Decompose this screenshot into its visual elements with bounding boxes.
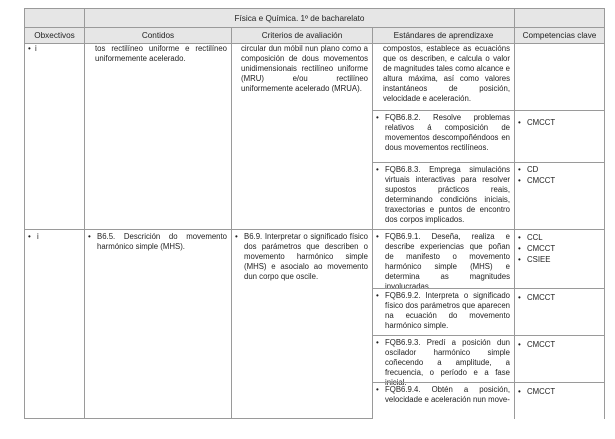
section2-criterion-cell xyxy=(231,229,373,419)
bullet-icon: • xyxy=(518,233,521,242)
header-competencies: Competencias clave xyxy=(514,27,605,44)
competency-code: CMCCT xyxy=(527,340,556,349)
section1-criterion-cell xyxy=(231,43,373,230)
competency-code: CMCCT xyxy=(527,118,556,127)
section1-standard-3 xyxy=(372,162,515,230)
section2-standard-4 xyxy=(372,382,515,419)
bullet-icon: • xyxy=(376,165,379,174)
bullet-icon: • xyxy=(518,293,521,302)
header-criteria: Criterios de avaliación xyxy=(231,27,373,44)
section1-standard-2 xyxy=(372,110,515,163)
section1-competency-1 xyxy=(514,43,605,111)
competency-code: CMCCT xyxy=(527,176,556,185)
standard-text: compostos, establece as ecuacións que os describen, e calcula o valor de magnitudes tales como alcance e altura máxima, así como valores instantáneos de posición, velocidade e aceleración. xyxy=(383,44,510,103)
header-standards: Estándares de aprendizaxe xyxy=(372,27,515,44)
bullet-icon: • xyxy=(235,232,238,241)
section2-content: B6.5. Descrición do movemento harmónico simple (MHS). xyxy=(97,232,227,251)
bullet-icon: • xyxy=(376,232,379,241)
section1-content-cell xyxy=(84,43,232,230)
competency-code: CSIEE xyxy=(527,255,551,264)
competency-code: CMCCT xyxy=(527,387,556,396)
section1-competency-3 xyxy=(514,162,605,230)
title-row-right-blank xyxy=(514,8,605,28)
bullet-icon: • xyxy=(518,176,521,185)
standard-text: FQB6.9.2. Interpreta o significado físico dos parámetros que aparecen na ecuación do movemento harmónico simple. xyxy=(385,291,510,330)
bullet-icon: • xyxy=(376,385,379,394)
bullet-icon: • xyxy=(28,44,31,53)
section1-standard-1 xyxy=(372,43,515,111)
competency-code: CD xyxy=(527,165,539,174)
section2-competency-4 xyxy=(514,382,605,419)
competency-code: CMCCT xyxy=(527,293,556,302)
bullet-icon: • xyxy=(88,232,91,241)
header-objectives: Obxectivos xyxy=(24,27,85,44)
standard-text: FQB6.9.3. Predí a posición dun oscilador harmónico simple coñecendo a amplitude, a frecuencia, o período e a fase inicial. xyxy=(385,338,510,387)
section2-standard-1 xyxy=(372,229,515,289)
standard-text: FQB6.8.2. Resolve problemas relativos á composición de movementos descompoñéndoos en dous movementos rectilíneos. xyxy=(385,113,510,152)
table-title: Física e Química. 1º de bacharelato xyxy=(84,8,515,28)
section2-objective-cell xyxy=(24,229,85,419)
section1-objective: i xyxy=(35,44,37,53)
section1-competency-2 xyxy=(514,110,605,163)
header-contents: Contidos xyxy=(84,27,232,44)
section1-content: tos rectilíneo uniforme e rectilíneo uniformemente acelerado. xyxy=(95,44,227,63)
section2-criterion: B6.9. Interpretar o significado físico dos parámetros que describen o movemento harmónico simple (MHS) e asocialo ao movemento dun corpo que oscile. xyxy=(244,232,368,281)
section2-competency-3 xyxy=(514,335,605,383)
bullet-icon: • xyxy=(518,255,521,264)
bullet-icon: • xyxy=(376,338,379,347)
competency-code: CMCCT xyxy=(527,244,556,253)
section2-objective: i xyxy=(37,232,39,241)
standard-text: FQB6.9.4. Obtén a posición, velocidade e aceleración nun move- xyxy=(385,385,510,404)
bullet-icon: • xyxy=(518,118,521,127)
title-row-left-blank xyxy=(24,8,85,28)
standard-text: FQB6.8.3. Emprega simulacións virtuais interactivas para resolver supostos prácticos reais, determinando condicións iniciais, traxectorias e puntos de encontro dos corpos implicados. xyxy=(385,165,510,224)
bullet-icon: • xyxy=(518,340,521,349)
bullet-icon: • xyxy=(518,387,521,396)
section2-competency-1 xyxy=(514,229,605,289)
section2-standard-2 xyxy=(372,288,515,336)
competency-code: CCL xyxy=(527,233,543,242)
section2-content-cell xyxy=(84,229,232,419)
section2-standard-3 xyxy=(372,335,515,387)
bullet-icon: • xyxy=(376,291,379,300)
bullet-icon: • xyxy=(28,232,31,241)
bullet-icon: • xyxy=(518,165,521,174)
standard-text: FQB6.9.1. Deseña, realiza e describe experiencias que poñan de manifesto o movemento harmónico simple (MHS) e determina as magnitudes involucradas. xyxy=(385,232,510,291)
section1-criterion: circular dun móbil nun plano como a composición de dous movementos unidimensionais rectilíneo uniforme (MRU) e/ou rectilíneo uniformemente acelerado (MRUA). xyxy=(241,44,368,93)
section1-objective-cell xyxy=(24,43,85,230)
bullet-icon: • xyxy=(518,244,521,253)
bullet-icon: • xyxy=(376,113,379,122)
section2-competency-2 xyxy=(514,288,605,336)
